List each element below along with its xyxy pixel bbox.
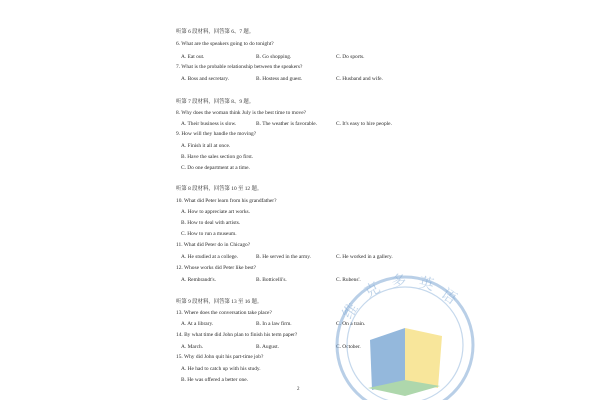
section-heading: 听第 6 段材料，回答第 6、7 题。 — [176, 29, 255, 35]
option-a: A. At a library. — [181, 321, 214, 327]
option-a: A. March. — [181, 344, 204, 350]
option-b: B. He was offered a better one. — [181, 377, 248, 383]
option-b: B. August. — [256, 344, 279, 350]
option-c: C. It's easy to hire people. — [336, 121, 392, 127]
question: 10. What did Peter learn from his grandfather? — [176, 198, 277, 204]
watermark-char: 多 — [390, 271, 408, 291]
option-c: C. Do one department at a time. — [181, 165, 250, 171]
option-c: C. He worked in a gallery. — [336, 254, 393, 260]
option-a: A. How to appreciate art works. — [181, 209, 251, 215]
watermark-char: 克 — [361, 278, 384, 302]
option-a: A. Boss and secretary. — [181, 76, 230, 82]
option-b: B. Hostess and guest. — [256, 76, 303, 82]
option-b: B. He served in the army. — [256, 254, 311, 260]
section-heading: 听第 8 段材料，回答第 10 至 12 题。 — [176, 186, 263, 192]
question: 12. Whose works did Peter like best? — [176, 265, 256, 271]
option-c: C. On a train. — [336, 321, 366, 327]
watermark-char: 语 — [437, 284, 461, 308]
option-a: A. He studied at a college. — [181, 254, 239, 260]
option-b: B. Have the sales section go first. — [181, 154, 254, 160]
section-heading: 听第 7 段材料，回答第 8、9 题。 — [176, 99, 255, 105]
option-c: C. October. — [336, 344, 361, 350]
book-right-page — [405, 328, 442, 388]
question: 8. Why does the woman think July is the best time to move? — [176, 110, 307, 116]
watermark-book-icon — [368, 328, 442, 396]
question: 7. What is the probable relationship between the speakers? — [176, 64, 303, 70]
option-b: B. Go shopping. — [256, 54, 292, 60]
option-a: A. Their business is slow. — [181, 121, 237, 127]
question: 9. How will they handle the moving? — [176, 131, 257, 137]
option-b: B. Botticelli's. — [256, 277, 287, 283]
option-c: C. How to run a museum. — [181, 231, 237, 237]
watermark-ring-outer — [337, 277, 473, 400]
option-c: C. Do sports. — [336, 54, 365, 60]
question: 15. Why did John quit his part-time job? — [176, 354, 264, 360]
page-number: 2 — [297, 387, 300, 392]
option-b: B. How to deal with artists. — [181, 220, 241, 226]
option-b: B. The weather is favorable. — [256, 121, 317, 127]
option-c: C. Husband and wife. — [336, 76, 383, 82]
option-a: A. Finish it all at once. — [181, 143, 231, 149]
section-heading: 听第 9 段材料，回答第 13 至 16 题。 — [176, 299, 263, 305]
book-left-page — [370, 328, 405, 390]
option-a: A. He had to catch up with his study. — [181, 366, 261, 372]
book-base — [368, 380, 440, 396]
option-a: A. Rembrandt's. — [181, 277, 216, 283]
question: 6. What are the speakers going to do tonight? — [176, 41, 274, 47]
watermark-char: 维 — [338, 299, 362, 323]
question: 13. Where does the conversation take place? — [176, 310, 272, 316]
question: 11. What did Peter do in Chicago? — [176, 242, 251, 248]
question: 14. By what time did John plan to finish his term paper? — [176, 332, 298, 338]
watermark-logo — [330, 270, 480, 400]
watermark-ring-inner — [347, 284, 463, 400]
option-b: B. In a law firm. — [256, 321, 292, 327]
option-a: A. Eat out. — [181, 54, 205, 60]
watermark-char: 英 — [417, 273, 436, 295]
option-c: C. Rubens'. — [336, 277, 361, 283]
